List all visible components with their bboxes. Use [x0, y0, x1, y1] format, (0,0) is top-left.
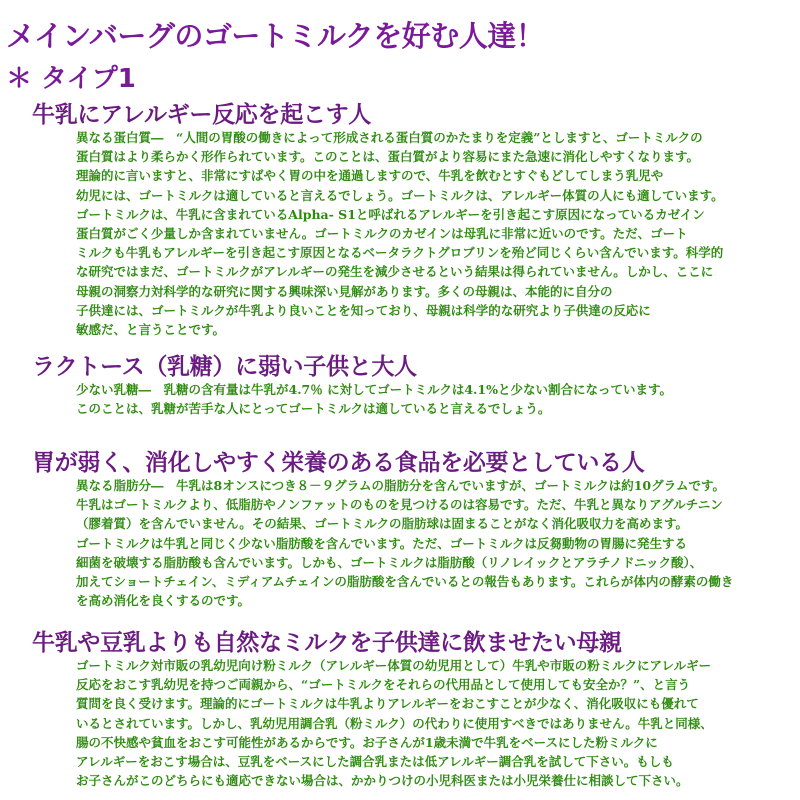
body-line: 反応をおこす乳幼児を持つご両親から、“ゴートミルクをそれらの代用品として使用しても安全か？”、と言う	[76, 677, 691, 693]
section-body-natural-milk	[76, 656, 776, 790]
body-line: いるとされています。しかし、乳幼児用調合乳（粉ミルク）の代わりに使用すべきではありません。牛乳と同様、	[76, 715, 713, 731]
body-line: 異なる脂肪分― 牛乳は8オンスにつき８－９グラムの脂肪分を含んでいますが、ゴートミルクは約10グラムです。	[76, 478, 725, 493]
body-line: 少ない乳糖― 乳糖の含有量は牛乳が4.7％ に対してゴートミルクは4.1%と少ない割合になっています。	[76, 382, 672, 397]
section-body-allergy	[76, 128, 776, 339]
body-line: 蛋白質はより柔らかく形作られています。このことは、蛋白質がより容易にまた急速に消化しやすくなります。	[76, 149, 700, 165]
page-title: メインバーグのゴートミルクを好む人達！	[6, 19, 545, 53]
section-heading-lactose: ラクトース（乳糖）に弱い子供と大人	[32, 354, 417, 380]
body-line: ミルクも牛乳もアレルギーを引き起こす原因となるベータラクトグロブリンを殆ど同じくらい含んでいます。科学的	[76, 245, 724, 261]
body-line: 質問を良く受けます。理論的にゴートミルクは牛乳よりアレルギーをおこすことが少なく、消化吸収にも優れて	[76, 696, 699, 712]
body-line: 蛋白質がごく少量しか含まれていません。ゴートミルクのカゼインは母乳に非常に近いのです。ただ、ゴート	[76, 226, 688, 242]
body-line: 牛乳はゴートミルクより、低脂肪やノンファットのものを見つけるのは容易です。ただ、牛乳と異なりアグルチニン	[76, 497, 723, 513]
body-line: 母親の洞察力対科学的な研究に関する興味深い見解があります。多くの母親は、本能的に自分の	[76, 283, 613, 299]
body-line: ゴートミルクは牛乳と同じく少ない脂肪酸を含んでいます。ただ、ゴートミルクは反芻動物の胃腸に発生する	[76, 535, 688, 551]
body-line: 異なる蛋白質― “人間の胃酸の働きによって形成される蛋白質のかたまりを定義”としますと、ゴートミルクの	[76, 130, 703, 145]
body-line: このことは、乳糖が苦手な人にとってゴートミルクは適していると言えるでしょう。	[76, 401, 551, 417]
body-line: ゴートミルクは、牛乳に含まれているAlpha- S1と呼ばれるアレルギーを引き起こす原因になっているカゼイン	[76, 206, 705, 222]
section-heading-digestion: 胃が弱く、消化しやすく栄養のある食品を必要としている人	[32, 450, 645, 476]
body-line: な研究ではまだ、ゴートミルクがアレルギーの発生を減少させるという結果は得られていません。しかし、ここに	[76, 264, 714, 280]
section-body-lactose	[76, 380, 776, 418]
body-line: （膠着質）を含んでいません。その結果、ゴートミルクの脂肪球は固まることがなく消化吸収力を高めます。	[76, 516, 689, 532]
body-line: 敏感だ、と言うことです。	[76, 322, 226, 338]
section-heading-allergy: 牛乳にアレルギー反応を起こす人	[32, 102, 372, 128]
body-line: ゴートミルク対市販の乳幼児向け粉ミルク（アレルギー体質の幼児用として）牛乳や市販の粉ミルクにアレルギー	[76, 658, 712, 673]
body-line: アレルギーをおこす場合は、豆乳をベースにした調合乳または低アレルギー調合乳を試して下さい。もしも	[76, 754, 674, 770]
body-line: を高め消化を良くするのです。	[76, 593, 251, 609]
body-line: 子供達には、ゴートミルクが牛乳より良いことを知っており、母親は科学的な研究より子供達の反応に	[76, 302, 651, 318]
body-line: 腸の不快感や貧血をおこす可能性があるからです。お子さんが1歳未満で牛乳をベースにした粉ミルクに	[76, 734, 658, 750]
body-line: 細菌を破壊する脂肪酸も含んでいます。しかも、ゴートミルクは脂肪酸（リノレイックとアラチノドニック酸）、	[76, 554, 703, 570]
type-heading: ＊ タイプ1	[6, 64, 136, 94]
body-line: 加えてショートチェイン、ミディアムチェインの脂肪酸を含んでいるとの報告もあります。これらが体内の酵素の働き	[76, 574, 734, 590]
section-body-digestion	[76, 476, 776, 610]
section-heading-natural-milk: 牛乳や豆乳よりも自然なミルクを子供達に飲ませたい母親	[32, 630, 622, 656]
body-line: お子さんがこのどちらにも適応できない場合は、かかりつけの小児科医または小児栄養仕に相談して下さい。	[76, 773, 689, 789]
body-line: 理論的に言いますと、非常にすばやく胃の中を通過しますので、牛乳を飲むとすぐもどしてしまう乳児や	[76, 168, 664, 184]
body-line: 幼児には、ゴートミルクは適していると言えるでしょう。ゴートミルクは、アレルギー体質の人にも適しています。	[76, 187, 724, 203]
